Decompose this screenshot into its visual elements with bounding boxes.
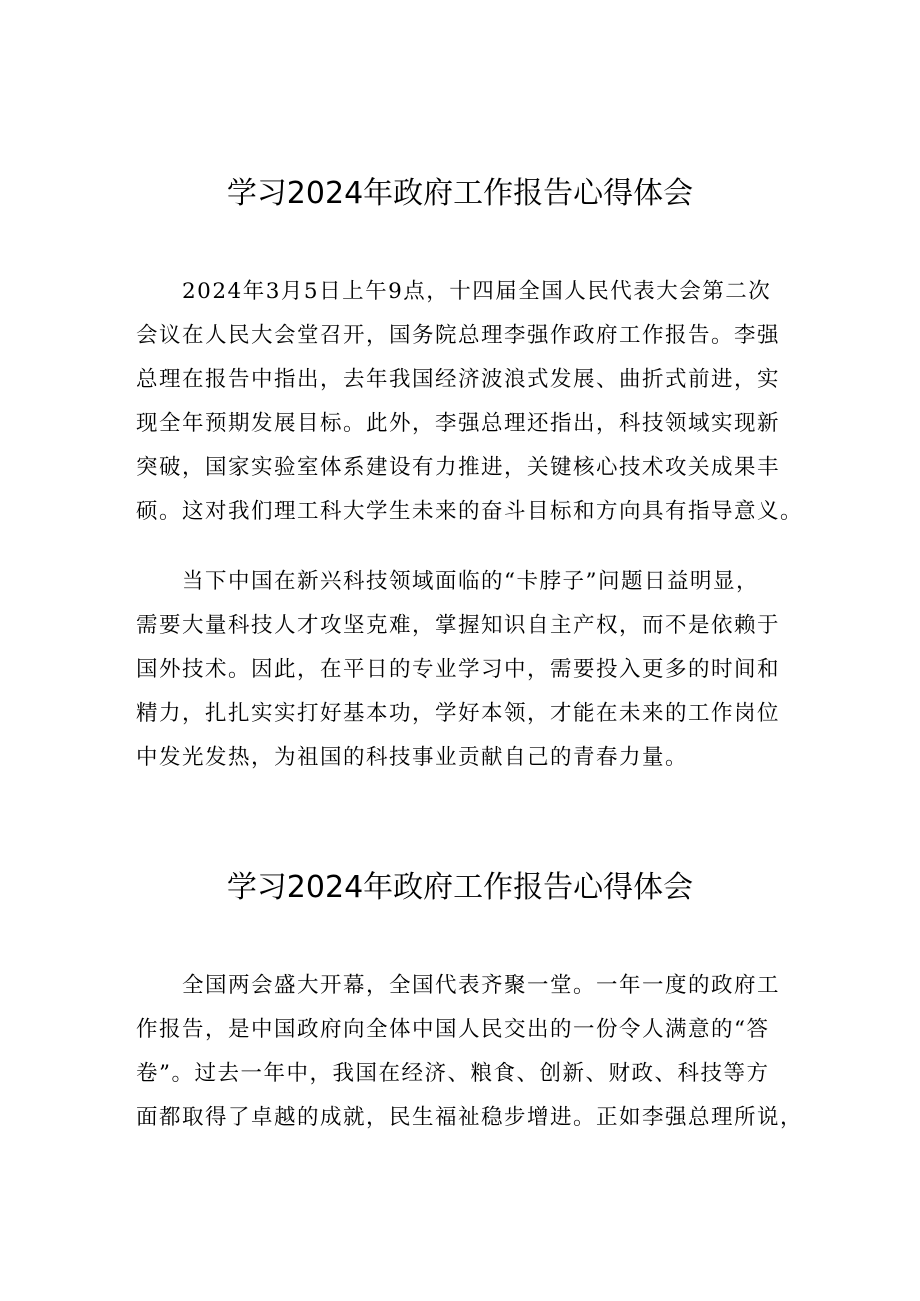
text-line: 中发光发热，为祖国的科技事业贡献自己的青春力量。: [136, 745, 689, 770]
text-line: 硕。这对我们理工科大学生未来的奋斗目标和方向具有指导意义。: [136, 499, 804, 524]
text-line: 突破，国家实验室体系建设有力推进，关键核心技术攻关成果丰: [136, 455, 781, 480]
text-line: 现全年预期发展目标。此外，李强总理还指出，科技领域实现新: [136, 411, 781, 436]
text-line: 全国两会盛大开幕，全国代表齐聚一堂。一年一度的政府工: [182, 973, 781, 998]
text-line: 精力，扎扎实实打好基本功，学好本领，才能在未来的工作岗位: [136, 701, 781, 726]
text-line: 2024年3月5日上午9点，十四届全国人民代表大会第二次: [182, 279, 772, 304]
text-line: 国外技术。因此，在平日的专业学习中，需要投入更多的时间和: [136, 657, 781, 682]
section-2-title: 学习2024年政府工作报告心得体会: [226, 870, 694, 905]
section-2-paragraph-1: [136, 964, 816, 1140]
text-line: 卷”。过去一年中，我国在经济、粮食、创新、财政、科技等方: [136, 1061, 770, 1086]
text-line: 作报告，是中国政府向全体中国人民交出的一份令人满意的“答: [136, 1017, 770, 1042]
section-1-paragraph-2: [136, 560, 816, 780]
text-line: 面都取得了卓越的成就，民生福祉稳步增进。正如李强总理所说，: [136, 1105, 804, 1130]
text-line: 会议在人民大会堂召开，国务院总理李强作政府工作报告。李强: [136, 323, 781, 348]
section-1-title: 学习2024年政府工作报告心得体会: [226, 176, 694, 211]
section-1-paragraph-1: [136, 270, 816, 534]
text-line: 总理在报告中指出，去年我国经济波浪式发展、曲折式前进，实: [136, 367, 781, 392]
text-line: 需要大量科技人才攻坚克难，掌握知识自主产权，而不是依赖于: [136, 613, 781, 638]
text-line: 当下中国在新兴科技领域面临的“卡脖子”问题日益明显，: [182, 569, 759, 594]
